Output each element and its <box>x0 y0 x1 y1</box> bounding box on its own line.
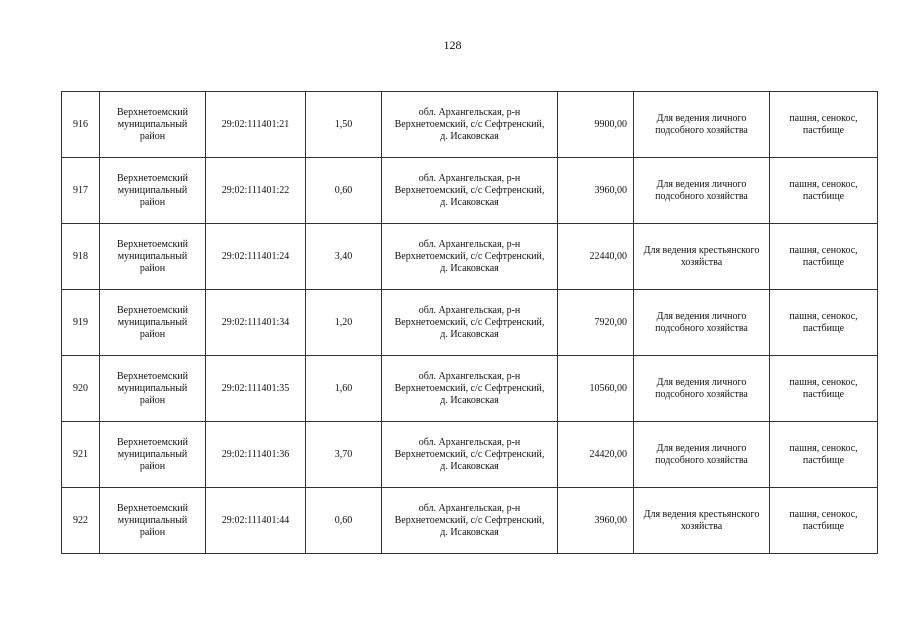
address-cell <box>382 422 558 488</box>
land-use-line: пашня, сенокос, <box>789 112 858 124</box>
land-use-line: пастбище <box>802 190 845 202</box>
purpose-line: подсобного хозяйства <box>655 124 748 136</box>
district-line: Верхнетоемский <box>116 238 189 250</box>
land-use-cell <box>770 158 878 224</box>
district-cell <box>100 422 206 488</box>
district-line: район <box>139 394 166 406</box>
purpose-cell <box>634 92 770 158</box>
purpose-cell <box>634 224 770 290</box>
district-line: муниципальный <box>117 316 188 328</box>
area-value: 0,60 <box>306 488 382 554</box>
address-cell <box>382 356 558 422</box>
address-line: обл. Архангельская, р-н <box>418 370 521 382</box>
area-value: 3,40 <box>306 224 382 290</box>
district-cell <box>100 158 206 224</box>
district-line: район <box>139 460 166 472</box>
area-value: 3,70 <box>306 422 382 488</box>
land-use-line: пашня, сенокос, <box>789 508 858 520</box>
address-cell <box>382 92 558 158</box>
purpose-line: хозяйства <box>680 520 723 532</box>
purpose-line: подсобного хозяйства <box>655 454 748 466</box>
land-use-line: пашня, сенокос, <box>789 442 858 454</box>
cadastral-value: 3960,00 <box>558 488 634 554</box>
cadastral-value: 9900,00 <box>558 92 634 158</box>
land-use-line: пашня, сенокос, <box>789 376 858 388</box>
address-cell <box>382 290 558 356</box>
address-line: д. Исаковская <box>440 460 499 472</box>
table-row <box>62 158 878 224</box>
row-number: 920 <box>62 356 100 422</box>
address-cell <box>382 158 558 224</box>
purpose-line: Для ведения крестьянского <box>643 508 760 520</box>
row-number: 919 <box>62 290 100 356</box>
address-cell <box>382 224 558 290</box>
row-number: 921 <box>62 422 100 488</box>
row-number: 917 <box>62 158 100 224</box>
cadastral-value: 22440,00 <box>558 224 634 290</box>
address-line: обл. Архангельская, р-н <box>418 106 521 118</box>
area-value: 1,60 <box>306 356 382 422</box>
district-line: Верхнетоемский <box>116 106 189 118</box>
cadastral-number: 29:02:111401:34 <box>206 290 306 356</box>
page-number: 128 <box>443 38 462 52</box>
purpose-line: подсобного хозяйства <box>655 322 748 334</box>
district-line: Верхнетоемский <box>116 370 189 382</box>
cadastral-number: 29:02:111401:22 <box>206 158 306 224</box>
table-row <box>62 356 878 422</box>
district-line: муниципальный <box>117 448 188 460</box>
address-line: Верхнетоемский, с/с Сефтренский, <box>394 382 545 394</box>
address-line: обл. Архангельская, р-н <box>418 304 521 316</box>
district-line: район <box>139 196 166 208</box>
area-value: 0,60 <box>306 158 382 224</box>
land-use-line: пастбище <box>802 256 845 268</box>
cadastral-number: 29:02:111401:36 <box>206 422 306 488</box>
address-line: Верхнетоемский, с/с Сефтренский, <box>394 184 545 196</box>
district-cell <box>100 290 206 356</box>
address-line: д. Исаковская <box>440 394 499 406</box>
address-line: обл. Архангельская, р-н <box>418 172 521 184</box>
address-line: д. Исаковская <box>440 526 499 538</box>
district-line: район <box>139 262 166 274</box>
area-value: 1,20 <box>306 290 382 356</box>
land-use-line: пашня, сенокос, <box>789 244 858 256</box>
land-use-cell <box>770 422 878 488</box>
land-use-line: пашня, сенокос, <box>789 178 858 190</box>
purpose-cell <box>634 488 770 554</box>
purpose-cell <box>634 422 770 488</box>
district-line: муниципальный <box>117 118 188 130</box>
land-use-line: пастбище <box>802 454 845 466</box>
purpose-cell <box>634 290 770 356</box>
district-cell <box>100 92 206 158</box>
district-line: Верхнетоемский <box>116 502 189 514</box>
table-body <box>62 92 878 554</box>
land-use-cell <box>770 356 878 422</box>
purpose-line: Для ведения личного <box>656 376 747 388</box>
purpose-line: Для ведения крестьянского <box>643 244 760 256</box>
purpose-line: хозяйства <box>680 256 723 268</box>
table-row <box>62 290 878 356</box>
table-row <box>62 422 878 488</box>
address-line: д. Исаковская <box>440 196 499 208</box>
land-use-cell <box>770 224 878 290</box>
cadastral-value: 24420,00 <box>558 422 634 488</box>
table-row <box>62 92 878 158</box>
address-line: д. Исаковская <box>440 262 499 274</box>
address-line: обл. Архангельская, р-н <box>418 502 521 514</box>
address-line: обл. Архангельская, р-н <box>418 238 521 250</box>
cadastral-number: 29:02:111401:35 <box>206 356 306 422</box>
purpose-line: Для ведения личного <box>656 442 747 454</box>
cadastral-number: 29:02:111401:44 <box>206 488 306 554</box>
land-use-cell <box>770 290 878 356</box>
row-number: 916 <box>62 92 100 158</box>
address-line: Верхнетоемский, с/с Сефтренский, <box>394 316 545 328</box>
district-line: Верхнетоемский <box>116 436 189 448</box>
land-use-line: пастбище <box>802 520 845 532</box>
land-use-line: пастбище <box>802 388 845 400</box>
cadastral-number: 29:02:111401:21 <box>206 92 306 158</box>
district-line: район <box>139 328 166 340</box>
district-cell <box>100 224 206 290</box>
cadastral-value: 3960,00 <box>558 158 634 224</box>
district-line: муниципальный <box>117 382 188 394</box>
table-row <box>62 488 878 554</box>
district-line: Верхнетоемский <box>116 172 189 184</box>
address-line: Верхнетоемский, с/с Сефтренский, <box>394 118 545 130</box>
district-line: район <box>139 130 166 142</box>
cadastral-value: 7920,00 <box>558 290 634 356</box>
purpose-line: подсобного хозяйства <box>655 190 748 202</box>
district-line: муниципальный <box>117 250 188 262</box>
purpose-cell <box>634 158 770 224</box>
purpose-cell <box>634 356 770 422</box>
district-cell <box>100 356 206 422</box>
district-line: муниципальный <box>117 514 188 526</box>
purpose-line: подсобного хозяйства <box>655 388 748 400</box>
land-use-cell <box>770 488 878 554</box>
address-line: д. Исаковская <box>440 328 499 340</box>
row-number: 918 <box>62 224 100 290</box>
district-line: район <box>139 526 166 538</box>
purpose-line: Для ведения личного <box>656 310 747 322</box>
row-number: 922 <box>62 488 100 554</box>
address-line: Верхнетоемский, с/с Сефтренский, <box>394 250 545 262</box>
address-line: Верхнетоемский, с/с Сефтренский, <box>394 514 545 526</box>
cadastral-value: 10560,00 <box>558 356 634 422</box>
land-use-cell <box>770 92 878 158</box>
address-cell <box>382 488 558 554</box>
area-value: 1,50 <box>306 92 382 158</box>
address-line: обл. Архангельская, р-н <box>418 436 521 448</box>
address-line: д. Исаковская <box>440 130 499 142</box>
land-use-line: пашня, сенокос, <box>789 310 858 322</box>
land-plots-table <box>61 91 878 554</box>
cadastral-number: 29:02:111401:24 <box>206 224 306 290</box>
address-line: Верхнетоемский, с/с Сефтренский, <box>394 448 545 460</box>
land-use-line: пастбище <box>802 124 845 136</box>
table-row <box>62 224 878 290</box>
district-line: муниципальный <box>117 184 188 196</box>
purpose-line: Для ведения личного <box>656 178 747 190</box>
district-cell <box>100 488 206 554</box>
district-line: Верхнетоемский <box>116 304 189 316</box>
land-use-line: пастбище <box>802 322 845 334</box>
purpose-line: Для ведения личного <box>656 112 747 124</box>
